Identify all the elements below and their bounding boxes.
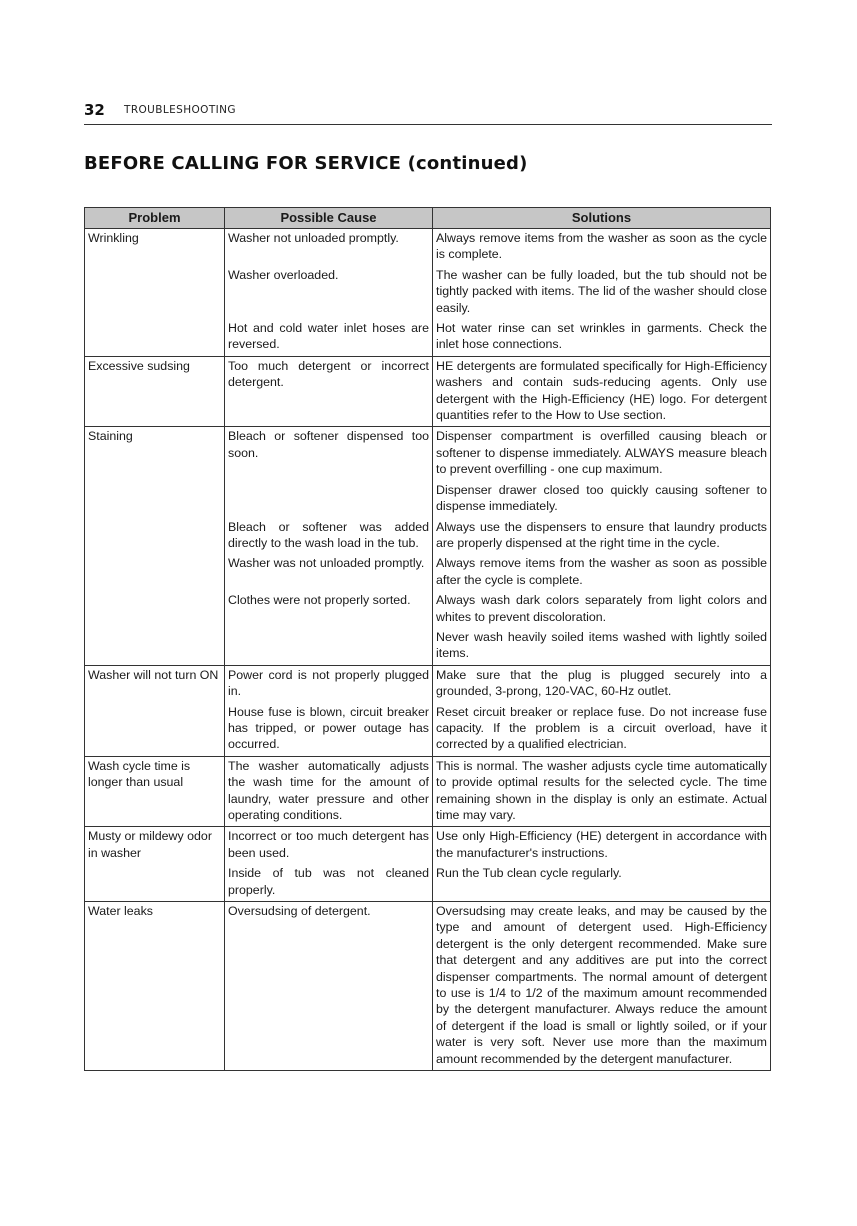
table-row	[85, 518, 771, 555]
problem-cell	[85, 628, 225, 665]
solution-cell: Never wash heavily soiled items washed with lightly soiled items.	[433, 628, 771, 665]
cause-cell: Washer not unloaded promptly.	[225, 229, 433, 266]
solution-cell: Always use the dispensers to ensure that laundry products are properly dispensed at the right time in the cycle.	[433, 518, 771, 555]
cause-cell: House fuse is blown, circuit breaker has tripped, or power outage has occurred.	[225, 703, 433, 757]
cause-cell	[225, 481, 433, 518]
cause-cell: Clothes were not properly sorted.	[225, 591, 433, 628]
table-row	[85, 319, 771, 356]
cause-cell: Bleach or softener dispensed too soon.	[225, 427, 433, 481]
page-title: BEFORE CALLING FOR SERVICE (continued)	[84, 153, 528, 174]
cause-cell: Too much detergent or incorrect detergent.	[225, 356, 433, 427]
problem-cell	[85, 481, 225, 518]
solution-cell: Use only High-Efficiency (HE) detergent in accordance with the manufacturer's instructions.	[433, 827, 771, 864]
table-body	[85, 229, 771, 1071]
cause-cell: The washer automatically adjusts the wash time for the amount of laundry, water pressure and other operating conditions.	[225, 756, 433, 827]
problem-cell: Excessive sudsing	[85, 356, 225, 427]
table-header-row	[85, 208, 771, 229]
table-row	[85, 665, 771, 702]
table-row	[85, 827, 771, 864]
page-header	[84, 98, 772, 125]
cause-cell: Incorrect or too much detergent has been used.	[225, 827, 433, 864]
cause-cell: Oversudsing of detergent.	[225, 902, 433, 1071]
problem-cell: Wash cycle time is longer than usual	[85, 756, 225, 827]
cause-cell: Washer overloaded.	[225, 266, 433, 319]
column-header-cause: Possible Cause	[225, 208, 433, 229]
table-row	[85, 266, 771, 319]
problem-cell	[85, 864, 225, 901]
solution-cell: HE detergents are formulated specifically for High-Efficiency washers and contain suds-reducing agents. Only use detergent with the High-Efficiency (HE) logo. For detergent quantities refer to the How to Use section.	[433, 356, 771, 427]
cause-cell: Washer was not unloaded promptly.	[225, 554, 433, 591]
problem-cell	[85, 518, 225, 555]
solution-cell: Make sure that the plug is plugged securely into a grounded, 3-prong, 120-VAC, 60-Hz outlet.	[433, 665, 771, 702]
solution-cell: Always remove items from the washer as soon as possible after the cycle is complete.	[433, 554, 771, 591]
table-row	[85, 902, 771, 1071]
section-name: TROUBLESHOOTING	[124, 104, 236, 116]
cause-cell: Hot and cold water inlet hoses are reversed.	[225, 319, 433, 356]
table-row	[85, 554, 771, 591]
problem-cell	[85, 266, 225, 319]
problem-cell	[85, 554, 225, 591]
cause-cell: Power cord is not properly plugged in.	[225, 665, 433, 702]
problem-cell	[85, 319, 225, 356]
solution-cell: The washer can be fully loaded, but the tub should not be tightly packed with items. The lid of the washer should close easily.	[433, 266, 771, 319]
solution-cell: Always wash dark colors separately from light colors and whites to prevent discoloration.	[433, 591, 771, 628]
table-row	[85, 481, 771, 518]
problem-cell: Musty or mildewy odor in washer	[85, 827, 225, 864]
solution-cell: Reset circuit breaker or replace fuse. Do not increase fuse capacity. If the problem is a circuit overload, have it corrected by a qualified electrician.	[433, 703, 771, 757]
table-row	[85, 591, 771, 628]
table-row	[85, 427, 771, 481]
problem-cell: Water leaks	[85, 902, 225, 1071]
problem-cell: Washer will not turn ON	[85, 665, 225, 702]
problem-cell: Staining	[85, 427, 225, 481]
problem-cell	[85, 591, 225, 628]
column-header-problem: Problem	[85, 208, 225, 229]
cause-cell	[225, 628, 433, 665]
problem-cell: Wrinkling	[85, 229, 225, 266]
problem-cell	[85, 703, 225, 757]
solution-cell: Hot water rinse can set wrinkles in garments. Check the inlet hose connections.	[433, 319, 771, 356]
column-header-solutions: Solutions	[433, 208, 771, 229]
table-row	[85, 628, 771, 665]
table-row	[85, 756, 771, 827]
solution-cell: This is normal. The washer adjusts cycle time automatically to provide optimal results for the selected cycle. The time remaining shown in the display is only an estimate. Actual time may vary.	[433, 756, 771, 827]
table-row	[85, 229, 771, 266]
solution-cell: Dispenser drawer closed too quickly causing softener to dispense immediately.	[433, 481, 771, 518]
troubleshooting-table	[84, 207, 771, 1071]
solution-cell: Always remove items from the washer as soon as the cycle is complete.	[433, 229, 771, 266]
cause-cell: Bleach or softener was added directly to the wash load in the tub.	[225, 518, 433, 555]
table-row	[85, 703, 771, 757]
cause-cell: Inside of tub was not cleaned properly.	[225, 864, 433, 901]
table-row	[85, 864, 771, 901]
table-row	[85, 356, 771, 427]
solution-cell: Run the Tub clean cycle regularly.	[433, 864, 771, 901]
solution-cell: Oversudsing may create leaks, and may be caused by the type and amount of detergent used. High-Efficiency detergent is the only detergent recommended. Make sure that detergent and any additives are put into the correct dispenser compartments. The normal amount of detergent to use is 1/4 to 1/2 of the maximum amount recommended by the detergent manufacturer. Always reduce the amount of detergent if the load is small or lightly soiled, or if your water is very soft. Never use more than the maximum amount recommended by the detergent manufacturer.	[433, 902, 771, 1071]
page-number: 32	[84, 101, 105, 119]
solution-cell: Dispenser compartment is overfilled causing bleach or softener to dispense immediately. ALWAYS measure bleach to prevent overfilling - one cup maximum.	[433, 427, 771, 481]
